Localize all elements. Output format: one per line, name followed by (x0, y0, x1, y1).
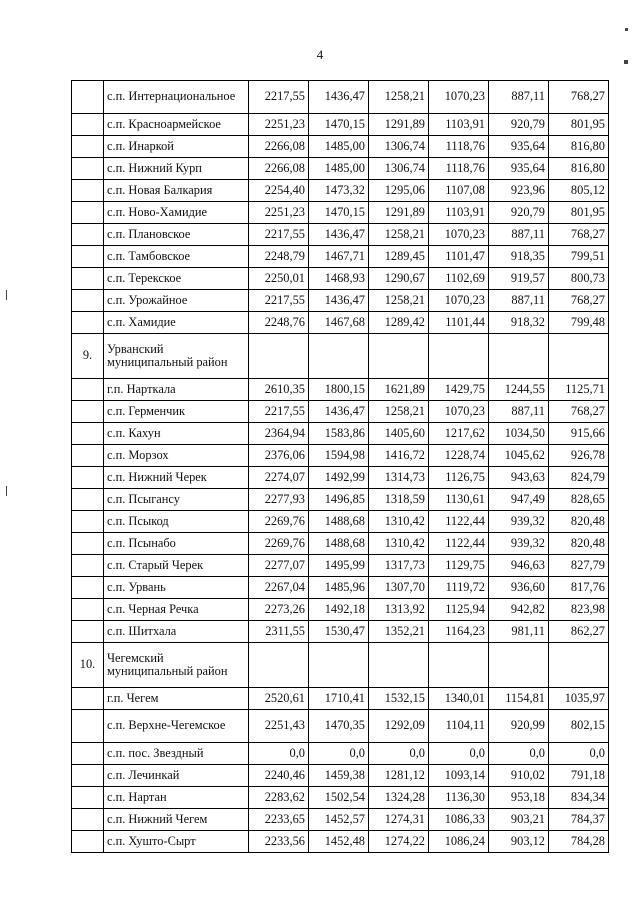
value-cell: 768,27 (549, 81, 609, 114)
value-cell: 820,48 (549, 511, 609, 533)
row-number (72, 81, 104, 114)
value-cell: 1258,21 (369, 224, 429, 246)
value-cell: 768,27 (549, 224, 609, 246)
value-cell: 1125,71 (549, 379, 609, 401)
table-row (72, 710, 609, 743)
value-cell: 1101,47 (429, 246, 489, 268)
value-cell: 2364,94 (249, 423, 309, 445)
settlement-name: с.п. Старый Черек (104, 555, 249, 577)
table-row (72, 445, 609, 467)
value-cell: 953,18 (489, 787, 549, 809)
value-cell: 947,49 (489, 489, 549, 511)
value-cell: 1118,76 (429, 158, 489, 180)
value-cell: 1035,97 (549, 688, 609, 710)
table-row (72, 202, 609, 224)
row-number (72, 268, 104, 290)
value-cell: 824,79 (549, 467, 609, 489)
value-cell: 828,65 (549, 489, 609, 511)
settlement-name: с.п. Новая Балкария (104, 180, 249, 202)
value-cell: 801,95 (549, 114, 609, 136)
table-row (72, 489, 609, 511)
value-cell: 800,73 (549, 268, 609, 290)
value-cell: 1317,73 (369, 555, 429, 577)
settlement-name: с.п. Шитхала (104, 621, 249, 643)
value-cell (489, 334, 549, 379)
row-number (72, 136, 104, 158)
row-number (72, 577, 104, 599)
table-row (72, 81, 609, 114)
value-cell: 1492,99 (309, 467, 369, 489)
value-cell: 1502,54 (309, 787, 369, 809)
value-cell: 1086,33 (429, 809, 489, 831)
value-cell: 1594,98 (309, 445, 369, 467)
value-cell: 1405,60 (369, 423, 429, 445)
value-cell: 768,27 (549, 401, 609, 423)
value-cell: 2217,55 (249, 224, 309, 246)
value-cell (369, 334, 429, 379)
value-cell: 784,37 (549, 809, 609, 831)
table-row (72, 312, 609, 334)
value-cell: 1340,01 (429, 688, 489, 710)
value-cell: 1313,92 (369, 599, 429, 621)
value-cell (369, 643, 429, 688)
table-row (72, 787, 609, 809)
row-number (72, 180, 104, 202)
settlement-name: с.п. пос. Звездный (104, 743, 249, 765)
settlement-name: с.п. Черная Речка (104, 599, 249, 621)
value-cell: 0,0 (369, 743, 429, 765)
value-cell: 946,63 (489, 555, 549, 577)
value-cell: 827,79 (549, 555, 609, 577)
tariff-table-body (72, 81, 609, 853)
value-cell: 2217,55 (249, 81, 309, 114)
settlement-name: г.п. Чегем (104, 688, 249, 710)
row-number (72, 401, 104, 423)
value-cell: 910,02 (489, 765, 549, 787)
value-cell: 1103,91 (429, 114, 489, 136)
settlement-name: с.п. Урожайное (104, 290, 249, 312)
row-number (72, 688, 104, 710)
value-cell (429, 643, 489, 688)
value-cell: 919,57 (489, 268, 549, 290)
value-cell: 2269,76 (249, 533, 309, 555)
settlement-name: с.п. Нартан (104, 787, 249, 809)
value-cell: 887,11 (489, 224, 549, 246)
table-row (72, 224, 609, 246)
value-cell: 1292,09 (369, 710, 429, 743)
value-cell: 834,34 (549, 787, 609, 809)
row-number (72, 489, 104, 511)
value-cell: 2269,76 (249, 511, 309, 533)
row-number (72, 765, 104, 787)
value-cell: 805,12 (549, 180, 609, 202)
value-cell: 1118,76 (429, 136, 489, 158)
value-cell: 1530,47 (309, 621, 369, 643)
table-row (72, 290, 609, 312)
settlement-name: с.п. Лечинкай (104, 765, 249, 787)
settlement-name: с.п. Красноармейское (104, 114, 249, 136)
scan-mark (6, 290, 7, 300)
value-cell: 791,18 (549, 765, 609, 787)
value-cell: 1436,47 (309, 224, 369, 246)
value-cell (429, 334, 489, 379)
scan-mark (624, 60, 628, 64)
table-row (72, 621, 609, 643)
value-cell: 923,96 (489, 180, 549, 202)
settlement-name: с.п. Псыкод (104, 511, 249, 533)
table-row (72, 533, 609, 555)
value-cell: 2376,06 (249, 445, 309, 467)
value-cell: 1126,75 (429, 467, 489, 489)
value-cell: 1258,21 (369, 81, 429, 114)
value-cell (309, 334, 369, 379)
value-cell: 920,99 (489, 710, 549, 743)
value-cell: 1070,23 (429, 401, 489, 423)
row-number (72, 710, 104, 743)
value-cell: 1093,14 (429, 765, 489, 787)
value-cell: 2283,62 (249, 787, 309, 809)
settlement-name: с.п. Верхне-Чегемское (104, 710, 249, 743)
value-cell: 981,11 (489, 621, 549, 643)
value-cell: 799,48 (549, 312, 609, 334)
value-cell: 1436,47 (309, 290, 369, 312)
value-cell: 1290,67 (369, 268, 429, 290)
value-cell: 1492,18 (309, 599, 369, 621)
row-number (72, 599, 104, 621)
value-cell: 1086,24 (429, 831, 489, 853)
row-number (72, 445, 104, 467)
row-number: 10. (72, 643, 104, 688)
scan-mark (6, 486, 7, 496)
settlement-name: с.п. Нижний Черек (104, 467, 249, 489)
table-row (72, 334, 609, 379)
tariff-table (71, 80, 609, 853)
row-number (72, 511, 104, 533)
table-row (72, 643, 609, 688)
value-cell: 1488,68 (309, 511, 369, 533)
value-cell: 2610,35 (249, 379, 309, 401)
value-cell: 926,78 (549, 445, 609, 467)
value-cell: 1034,50 (489, 423, 549, 445)
value-cell: 1800,15 (309, 379, 369, 401)
value-cell: 1310,42 (369, 533, 429, 555)
value-cell: 1324,28 (369, 787, 429, 809)
value-cell: 1070,23 (429, 224, 489, 246)
settlement-name: с.п. Хамидие (104, 312, 249, 334)
value-cell: 816,80 (549, 158, 609, 180)
value-cell: 2266,08 (249, 158, 309, 180)
row-number (72, 831, 104, 853)
value-cell: 936,60 (489, 577, 549, 599)
value-cell: 1129,75 (429, 555, 489, 577)
value-cell: 2248,76 (249, 312, 309, 334)
value-cell: 1154,81 (489, 688, 549, 710)
value-cell: 1104,11 (429, 710, 489, 743)
value-cell (309, 643, 369, 688)
value-cell: 1496,85 (309, 489, 369, 511)
settlement-name: с.п. Ново-Хамидие (104, 202, 249, 224)
value-cell: 1107,08 (429, 180, 489, 202)
settlement-name: с.п. Кахун (104, 423, 249, 445)
table-row (72, 599, 609, 621)
value-cell: 1274,22 (369, 831, 429, 853)
value-cell: 2311,55 (249, 621, 309, 643)
settlement-name: с.п. Псыгансу (104, 489, 249, 511)
row-number (72, 533, 104, 555)
row-number (72, 787, 104, 809)
row-number (72, 809, 104, 831)
value-cell: 1274,31 (369, 809, 429, 831)
table-row (72, 423, 609, 445)
value-cell: 1130,61 (429, 489, 489, 511)
value-cell: 2233,65 (249, 809, 309, 831)
value-cell: 1125,94 (429, 599, 489, 621)
value-cell: 0,0 (249, 743, 309, 765)
value-cell: 1122,44 (429, 533, 489, 555)
row-number (72, 246, 104, 268)
value-cell: 1307,70 (369, 577, 429, 599)
value-cell: 2273,26 (249, 599, 309, 621)
value-cell: 920,79 (489, 202, 549, 224)
table-row (72, 180, 609, 202)
settlement-name: с.п. Тамбовское (104, 246, 249, 268)
value-cell: 2251,43 (249, 710, 309, 743)
value-cell (489, 643, 549, 688)
table-row (72, 268, 609, 290)
settlement-name: с.п. Урвань (104, 577, 249, 599)
settlement-name: с.п. Морзох (104, 445, 249, 467)
value-cell: 823,98 (549, 599, 609, 621)
value-cell: 2240,46 (249, 765, 309, 787)
value-cell: 887,11 (489, 401, 549, 423)
value-cell: 0,0 (429, 743, 489, 765)
value-cell: 1470,35 (309, 710, 369, 743)
value-cell: 820,48 (549, 533, 609, 555)
value-cell: 1281,12 (369, 765, 429, 787)
value-cell: 1164,23 (429, 621, 489, 643)
value-cell: 1485,00 (309, 136, 369, 158)
settlement-name: с.п. Нижний Чегем (104, 809, 249, 831)
row-number (72, 312, 104, 334)
value-cell (549, 334, 609, 379)
value-cell: 1289,42 (369, 312, 429, 334)
row-number (72, 379, 104, 401)
value-cell (249, 643, 309, 688)
value-cell: 1318,59 (369, 489, 429, 511)
table-row (72, 158, 609, 180)
page-number: 4 (316, 47, 324, 62)
value-cell: 939,32 (489, 511, 549, 533)
value-cell: 1070,23 (429, 81, 489, 114)
value-cell: 1306,74 (369, 136, 429, 158)
row-number (72, 467, 104, 489)
value-cell: 887,11 (489, 290, 549, 312)
value-cell: 2233,56 (249, 831, 309, 853)
settlement-name: с.п. Интернациональное (104, 81, 249, 114)
value-cell: 1429,75 (429, 379, 489, 401)
value-cell: 2277,93 (249, 489, 309, 511)
table-row (72, 831, 609, 853)
value-cell: 2274,07 (249, 467, 309, 489)
table-row (72, 246, 609, 268)
table-row (72, 577, 609, 599)
value-cell: 903,21 (489, 809, 549, 831)
value-cell: 903,12 (489, 831, 549, 853)
value-cell: 2217,55 (249, 401, 309, 423)
value-cell: 802,15 (549, 710, 609, 743)
settlement-name: г.п. Нарткала (104, 379, 249, 401)
value-cell: 1467,71 (309, 246, 369, 268)
value-cell: 1258,21 (369, 290, 429, 312)
value-cell: 1473,32 (309, 180, 369, 202)
value-cell: 935,64 (489, 158, 549, 180)
table-row (72, 743, 609, 765)
value-cell: 1488,68 (309, 533, 369, 555)
value-cell: 1291,89 (369, 114, 429, 136)
value-cell: 1583,86 (309, 423, 369, 445)
value-cell: 0,0 (549, 743, 609, 765)
value-cell: 1122,44 (429, 511, 489, 533)
value-cell: 1468,93 (309, 268, 369, 290)
settlement-name: с.п. Герменчик (104, 401, 249, 423)
value-cell: 1470,15 (309, 114, 369, 136)
value-cell: 1459,38 (309, 765, 369, 787)
value-cell: 1314,73 (369, 467, 429, 489)
value-cell: 942,82 (489, 599, 549, 621)
value-cell: 2520,61 (249, 688, 309, 710)
value-cell: 1045,62 (489, 445, 549, 467)
value-cell: 2254,40 (249, 180, 309, 202)
value-cell: 2267,04 (249, 577, 309, 599)
table-row (72, 809, 609, 831)
value-cell: 2248,79 (249, 246, 309, 268)
row-number: 9. (72, 334, 104, 379)
value-cell: 0,0 (489, 743, 549, 765)
value-cell: 1352,21 (369, 621, 429, 643)
value-cell: 1244,55 (489, 379, 549, 401)
value-cell: 1258,21 (369, 401, 429, 423)
value-cell: 935,64 (489, 136, 549, 158)
table-row (72, 136, 609, 158)
value-cell: 816,80 (549, 136, 609, 158)
row-number (72, 202, 104, 224)
value-cell: 1532,15 (369, 688, 429, 710)
value-cell: 939,32 (489, 533, 549, 555)
value-cell: 1621,89 (369, 379, 429, 401)
value-cell: 2251,23 (249, 202, 309, 224)
value-cell: 1102,69 (429, 268, 489, 290)
table-row (72, 379, 609, 401)
value-cell: 799,51 (549, 246, 609, 268)
table-row (72, 114, 609, 136)
row-number (72, 743, 104, 765)
settlement-name: с.п. Хушто-Сырт (104, 831, 249, 853)
value-cell (249, 334, 309, 379)
settlement-name: с.п. Терекское (104, 268, 249, 290)
settlement-name: с.п. Нижний Курп (104, 158, 249, 180)
row-number (72, 555, 104, 577)
value-cell: 1467,68 (309, 312, 369, 334)
value-cell: 1310,42 (369, 511, 429, 533)
value-cell: 1295,06 (369, 180, 429, 202)
value-cell: 1495,99 (309, 555, 369, 577)
value-cell: 2250,01 (249, 268, 309, 290)
value-cell: 2251,23 (249, 114, 309, 136)
table-row (72, 467, 609, 489)
value-cell: 915,66 (549, 423, 609, 445)
value-cell (549, 643, 609, 688)
row-number (72, 224, 104, 246)
value-cell: 1452,57 (309, 809, 369, 831)
value-cell: 2266,08 (249, 136, 309, 158)
value-cell: 1710,41 (309, 688, 369, 710)
value-cell: 1416,72 (369, 445, 429, 467)
value-cell: 1103,91 (429, 202, 489, 224)
value-cell: 1485,00 (309, 158, 369, 180)
value-cell: 784,28 (549, 831, 609, 853)
value-cell: 2217,55 (249, 290, 309, 312)
value-cell: 1306,74 (369, 158, 429, 180)
value-cell: 1291,89 (369, 202, 429, 224)
value-cell: 2277,07 (249, 555, 309, 577)
settlement-name: Урванский муниципальный район (104, 334, 249, 379)
value-cell: 887,11 (489, 81, 549, 114)
value-cell: 918,35 (489, 246, 549, 268)
settlement-name: с.п. Псынабо (104, 533, 249, 555)
value-cell: 817,76 (549, 577, 609, 599)
value-cell: 1289,45 (369, 246, 429, 268)
value-cell: 943,63 (489, 467, 549, 489)
value-cell: 0,0 (309, 743, 369, 765)
table-row (72, 511, 609, 533)
value-cell: 1452,48 (309, 831, 369, 853)
table-row (72, 688, 609, 710)
settlement-name: с.п. Инаркой (104, 136, 249, 158)
value-cell: 768,27 (549, 290, 609, 312)
value-cell: 1217,62 (429, 423, 489, 445)
value-cell: 920,79 (489, 114, 549, 136)
value-cell: 1119,72 (429, 577, 489, 599)
row-number (72, 290, 104, 312)
scan-mark (625, 28, 628, 31)
value-cell: 1436,47 (309, 81, 369, 114)
value-cell: 801,95 (549, 202, 609, 224)
value-cell: 1070,23 (429, 290, 489, 312)
table-row (72, 401, 609, 423)
value-cell: 1485,96 (309, 577, 369, 599)
value-cell: 1436,47 (309, 401, 369, 423)
settlement-name: Чегемский муниципальный район (104, 643, 249, 688)
value-cell: 1470,15 (309, 202, 369, 224)
row-number (72, 423, 104, 445)
row-number (72, 621, 104, 643)
value-cell: 918,32 (489, 312, 549, 334)
value-cell: 1101,44 (429, 312, 489, 334)
row-number (72, 158, 104, 180)
table-row (72, 555, 609, 577)
value-cell: 862,27 (549, 621, 609, 643)
settlement-name: с.п. Плановское (104, 224, 249, 246)
table-row (72, 765, 609, 787)
value-cell: 1136,30 (429, 787, 489, 809)
row-number (72, 114, 104, 136)
value-cell: 1228,74 (429, 445, 489, 467)
